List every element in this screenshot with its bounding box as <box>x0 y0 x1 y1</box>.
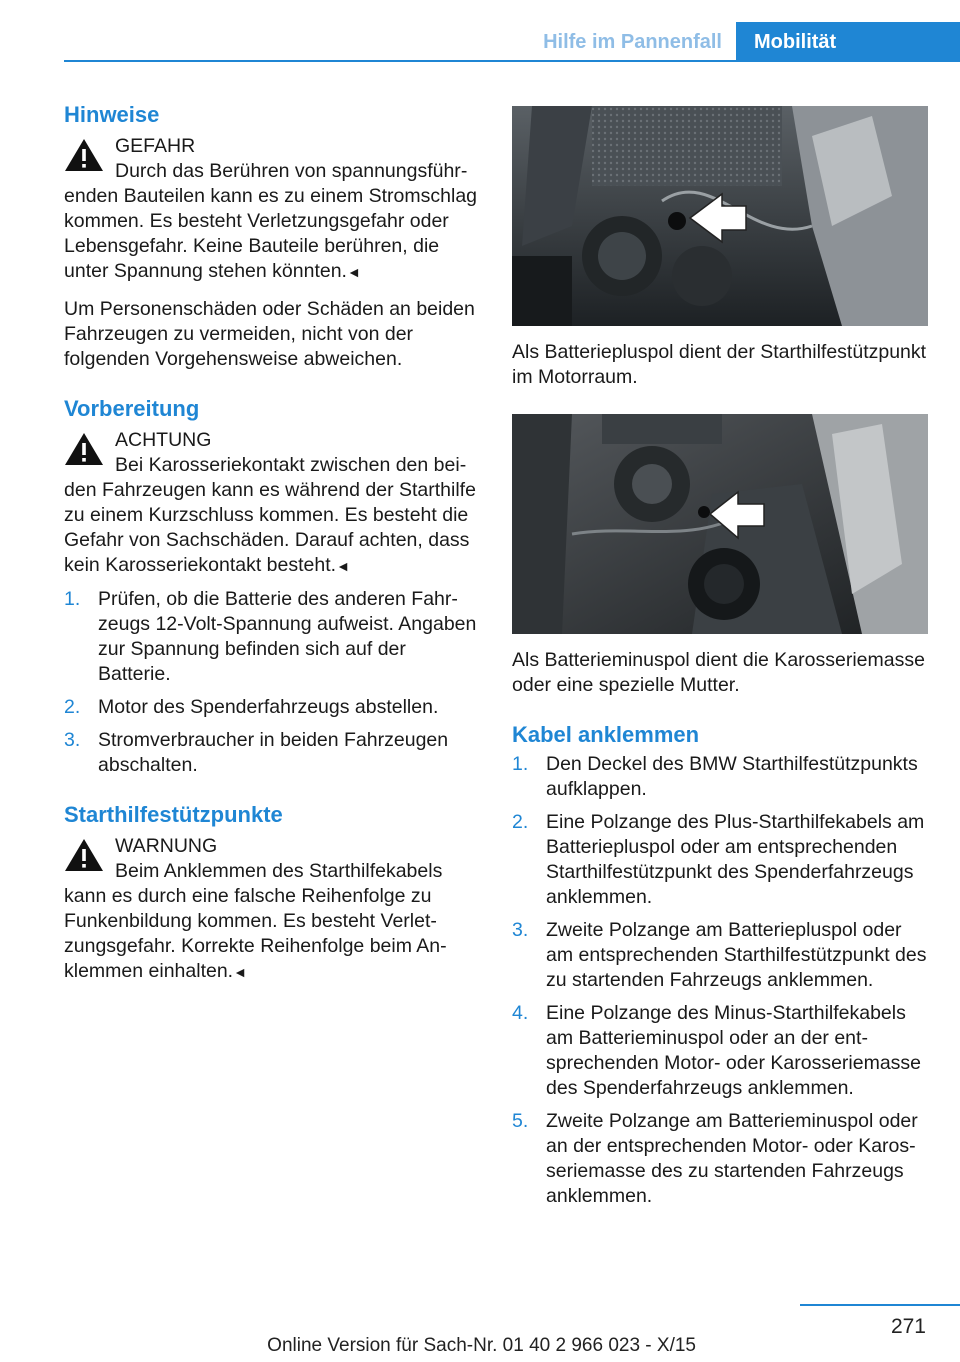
step-number: 2. <box>512 811 529 833</box>
list-item <box>64 587 478 687</box>
warning-triangle-icon <box>64 432 104 466</box>
step-text: Stromverbraucher in beiden Fahrzeugen abschalten. <box>98 729 449 776</box>
warning-text: Beim Anklemmen des Starthilfekabels kann es durch eine falsche Reihenfolge zu Funkenbildung kommen. Es besteht Verletzungsgefahr. Korrekte Reihenfolge beim Anklemmen einhalten. <box>64 860 447 982</box>
right-column <box>512 106 928 1209</box>
step-text: Zweite Polzange am Batterieminuspol oder an der entsprechenden Motor- oder Karosseriemasse des zu startenden Fahrzeugs anklemmen. <box>546 1110 918 1207</box>
footer-version-text: Online Version für Sach-Nr. 01 40 2 966 023 - X/15 <box>267 1335 696 1356</box>
warning-label: GEFAHR <box>115 135 196 157</box>
warning-label: WARNUNG <box>115 835 218 857</box>
paragraph-hinweise: Um Personenschäden oder Schäden an beiden Fahrzeugen zu vermeiden, nicht von der folgenden Vorgehensweise abweichen. <box>64 298 475 370</box>
list-item <box>512 918 928 993</box>
list-item <box>512 1109 928 1209</box>
warning-text: Durch das Berühren von spannungsführenden Bauteilen kann es zu einem Stromschlag kommen. Es besteht Verletzungsgefahr oder Lebensgefahr. Keine Bauteile berühren, die unter Spannung stehen könnten. <box>64 160 478 282</box>
footer-rule <box>800 1304 960 1306</box>
heading-hinweise: Hinweise <box>64 102 160 127</box>
step-number: 1. <box>64 588 81 610</box>
engine-bay-photo-plus <box>512 106 928 326</box>
step-text: Den Deckel des BMW Starthilfestützpunkts aufklappen. <box>546 753 918 800</box>
step-number: 5. <box>512 1110 529 1132</box>
photo-caption-minus: Als Batterieminuspol dient die Karosseriemasse oder eine spezielle Mutter. <box>512 649 925 696</box>
step-number: 3. <box>512 919 529 941</box>
heading-vorbereitung: Vorbereitung <box>64 396 200 421</box>
step-number: 3. <box>64 729 81 751</box>
warning-box-achtung <box>64 428 478 579</box>
end-mark: ◄ <box>346 264 361 280</box>
step-text: Zweite Polzange am Batteriepluspol oder am entsprechenden Starthilfestützpunkt des zu startenden Fahrzeugs anklemmen. <box>546 919 927 991</box>
step-text: Prüfen, ob die Batterie des anderen Fahrzeugs 12-Volt-Spannung aufweist. Angaben zur Spannung befinden sich auf der Batterie. <box>98 588 477 685</box>
warning-triangle-icon <box>64 838 104 872</box>
warning-label: ACHTUNG <box>115 429 212 451</box>
warning-box-gefahr <box>64 134 478 285</box>
page-header <box>64 22 960 62</box>
step-number: 2. <box>64 696 81 718</box>
left-column <box>64 100 478 985</box>
end-mark: ◄ <box>336 558 350 574</box>
chapter-tab: Mobilität <box>736 22 960 62</box>
list-item <box>512 1001 928 1101</box>
engine-bay-photo-minus <box>512 414 928 634</box>
section-title: Hilfe im Pannenfall <box>543 31 722 53</box>
page-number: 271 <box>890 1315 926 1338</box>
list-item <box>64 728 478 778</box>
step-number: 1. <box>512 753 529 775</box>
preparation-steps <box>64 587 478 778</box>
clamp-steps <box>512 752 928 1209</box>
photo-caption-plus: Als Batteriepluspol dient der Starthilfestützpunkt im Motorraum. <box>512 341 927 388</box>
list-item <box>64 695 478 720</box>
warning-triangle-icon <box>64 138 104 172</box>
warning-box-warnung <box>64 834 478 985</box>
warning-text: Bei Karosseriekontakt zwischen den beiden Fahrzeugen kann es während der Starthilfe zu einem Kurzschluss kommen. Es besteht die Gefahr von Sachschäden. Darauf achten, dass kein Karosseriekontakt besteht. <box>64 454 476 576</box>
step-text: Eine Polzange des Plus-Starthilfekabels am Batteriepluspol oder am entsprechenden Starthilfestützpunkt des Spenderfahrzeugs anklemmen. <box>546 811 925 908</box>
list-item <box>512 752 928 802</box>
step-text: Motor des Spenderfahrzeugs abstellen. <box>98 696 439 718</box>
step-text: Eine Polzange des Minus-Starthilfekabels am Batterieminuspol oder an der entsprechenden Motor- oder Karosseriemasse des Spenderfahrzeugs anklemmen. <box>546 1002 922 1099</box>
step-number: 4. <box>512 1002 529 1024</box>
list-item <box>512 810 928 910</box>
heading-starthilfe: Starthilfestützpunkte <box>64 802 283 827</box>
heading-kabel-anklemmen: Kabel anklemmen <box>512 722 700 747</box>
end-mark: ◄ <box>233 964 247 980</box>
